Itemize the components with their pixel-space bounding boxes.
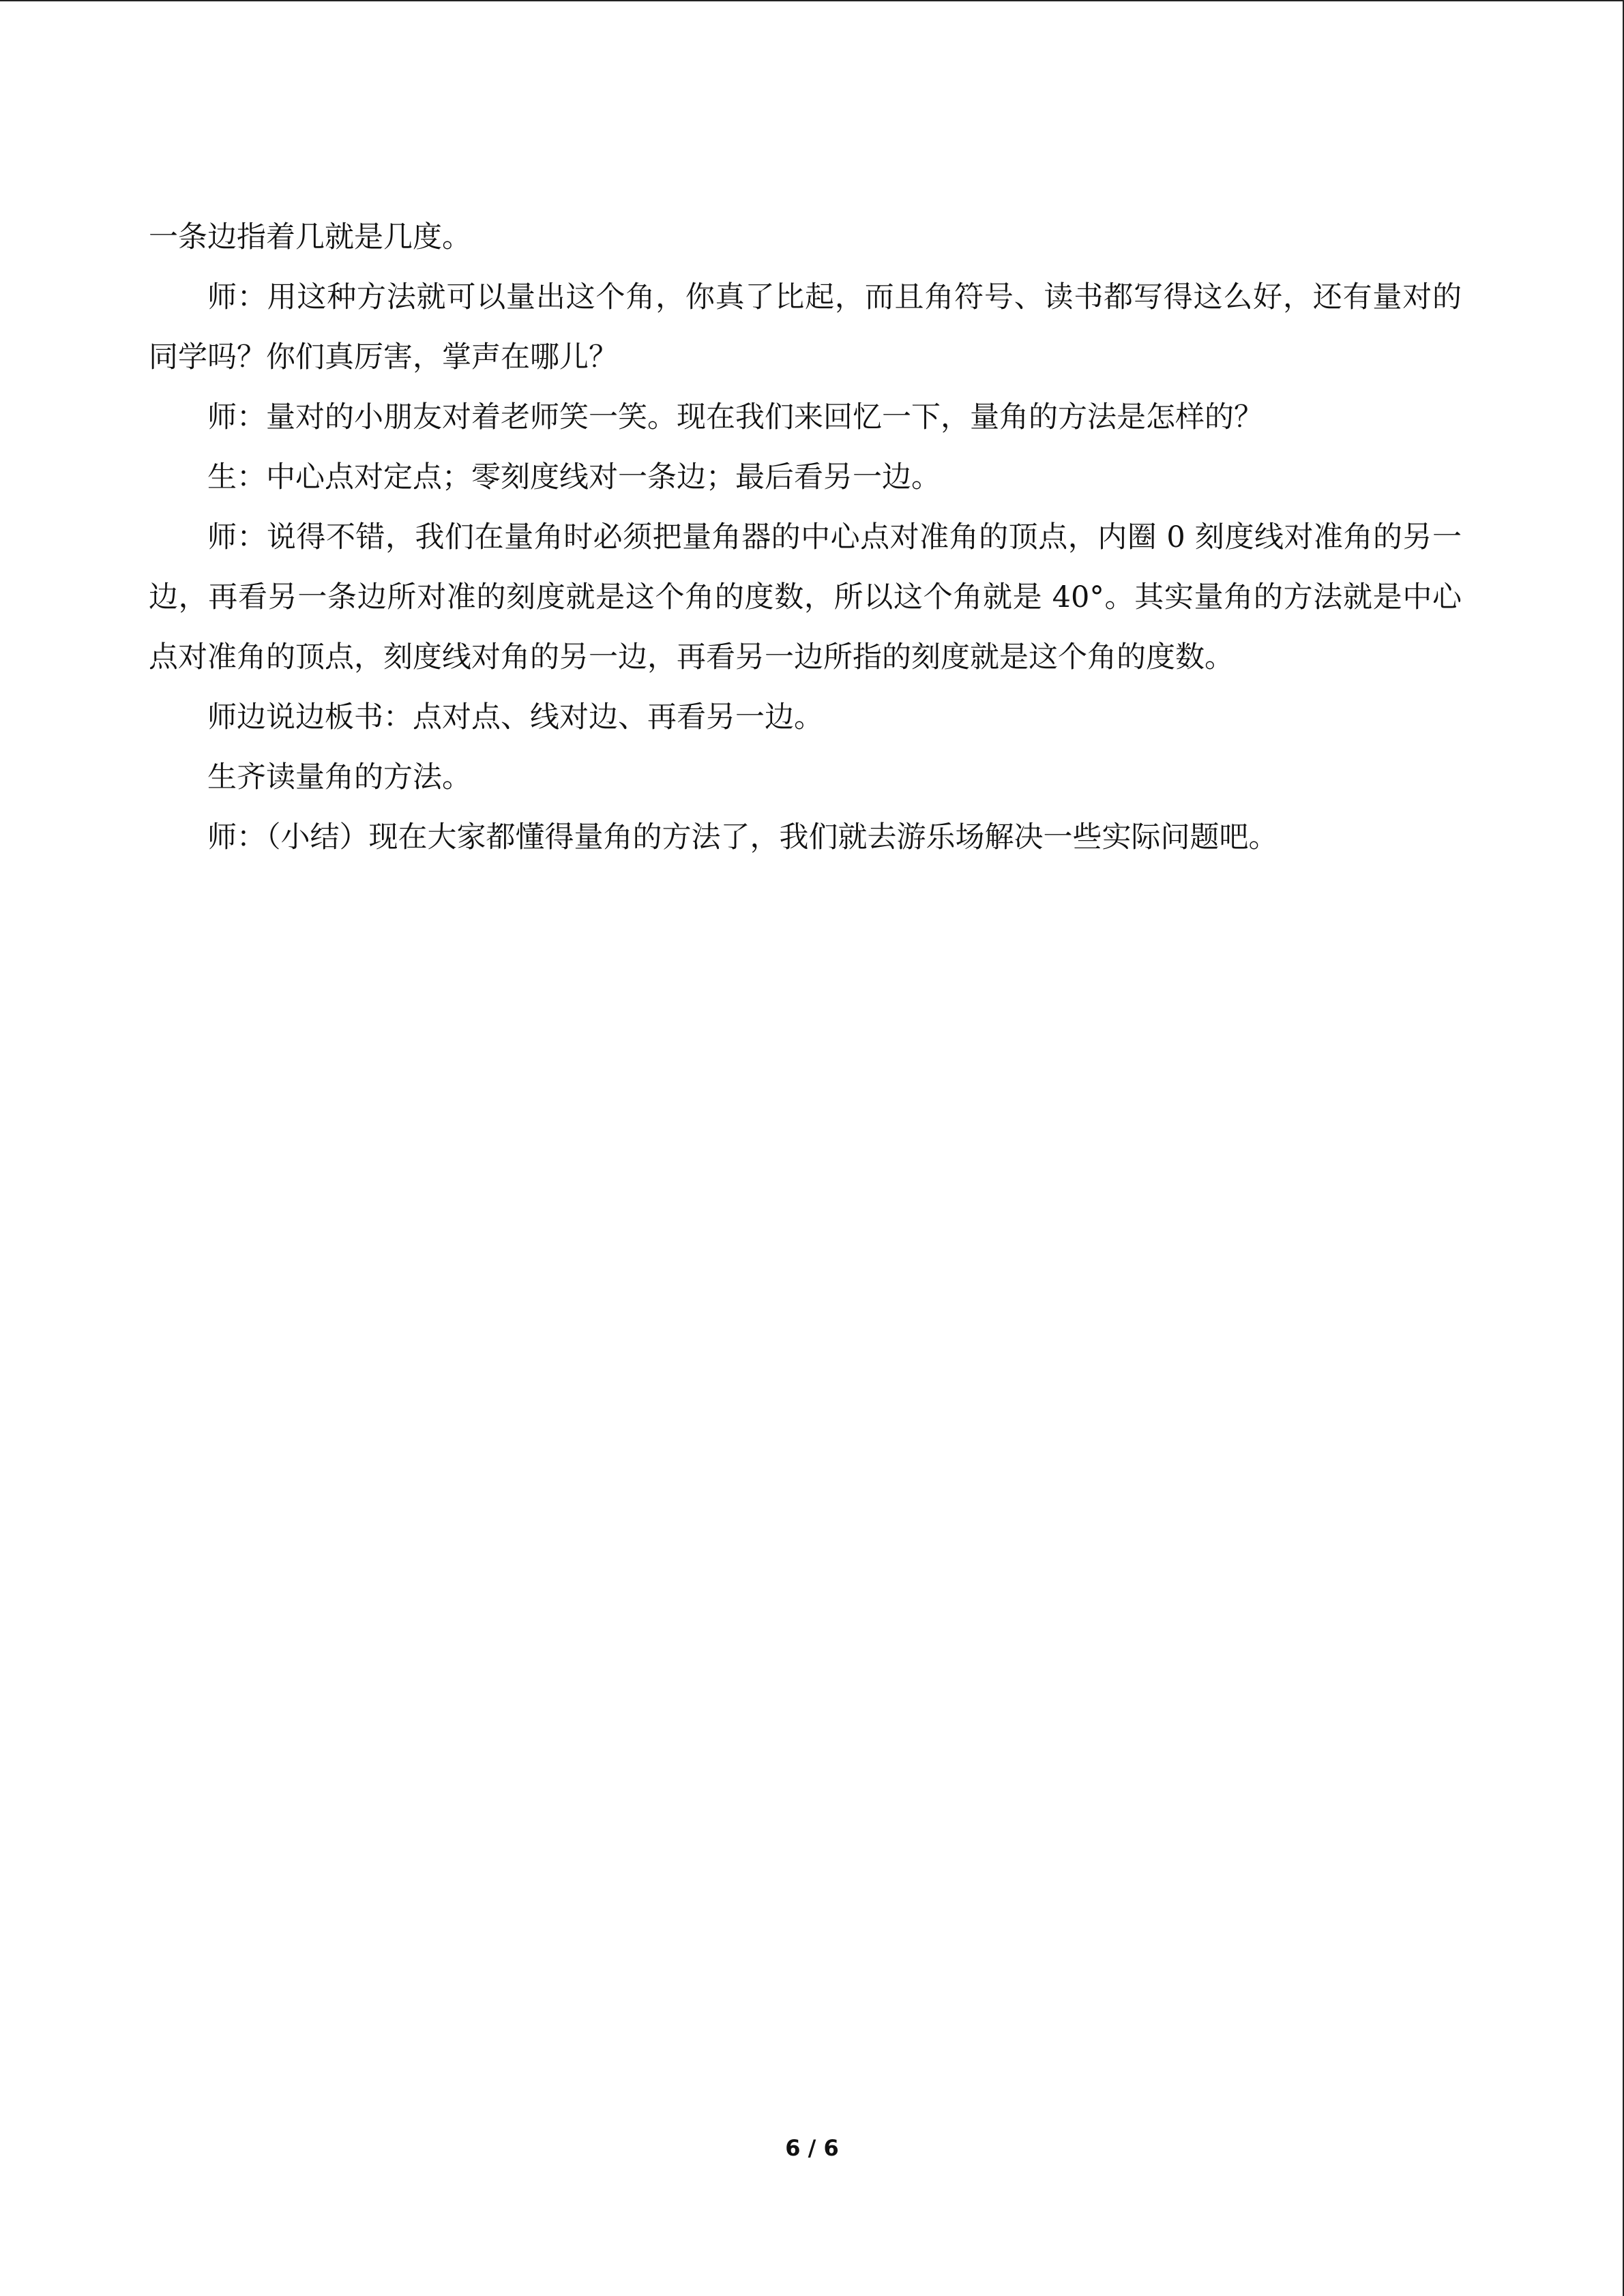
document-body — [149, 207, 1462, 867]
paragraph-2: 师：用这种方法就可以量出这个角，你真了比起，而且角符号、读书都写得这么好，还有量对的同学吗？你们真厉害，掌声在哪儿？ — [149, 280, 1462, 374]
paragraph-3: 师：量对的小朋友对着老师笑一笑。现在我们来回忆一下，量角的方法是怎样的？ — [207, 400, 1263, 434]
paragraph-5: 师：说得不错，我们在量角时必须把量角器的中心点对准角的顶点，内圈 0 刻度线对准角的另一边，再看另一条边所对准的刻度就是这个角的度数，所以这个角就是 40°。其实量角的方法就是中心点对准角的顶点，刻度线对角的另一边，再看另一边所指的刻度就是这个角的度数。 — [149, 520, 1462, 674]
paragraph-4: 生：中心点对定点；零刻度线对一条边；最后看另一边。 — [207, 460, 941, 494]
paragraph-7: 生齐读量角的方法。 — [207, 760, 471, 794]
page-number: 6 / 6 — [785, 2135, 839, 2161]
paragraph-1: 一条边指着几就是几度。 — [149, 220, 471, 254]
paragraph-8: 师：（小结）现在大家都懂得量角的方法了，我们就去游乐场解决一些实际问题吧。 — [207, 820, 1278, 854]
paragraph-6: 师边说边板书：点对点、线对边、再看另一边。 — [207, 700, 823, 734]
